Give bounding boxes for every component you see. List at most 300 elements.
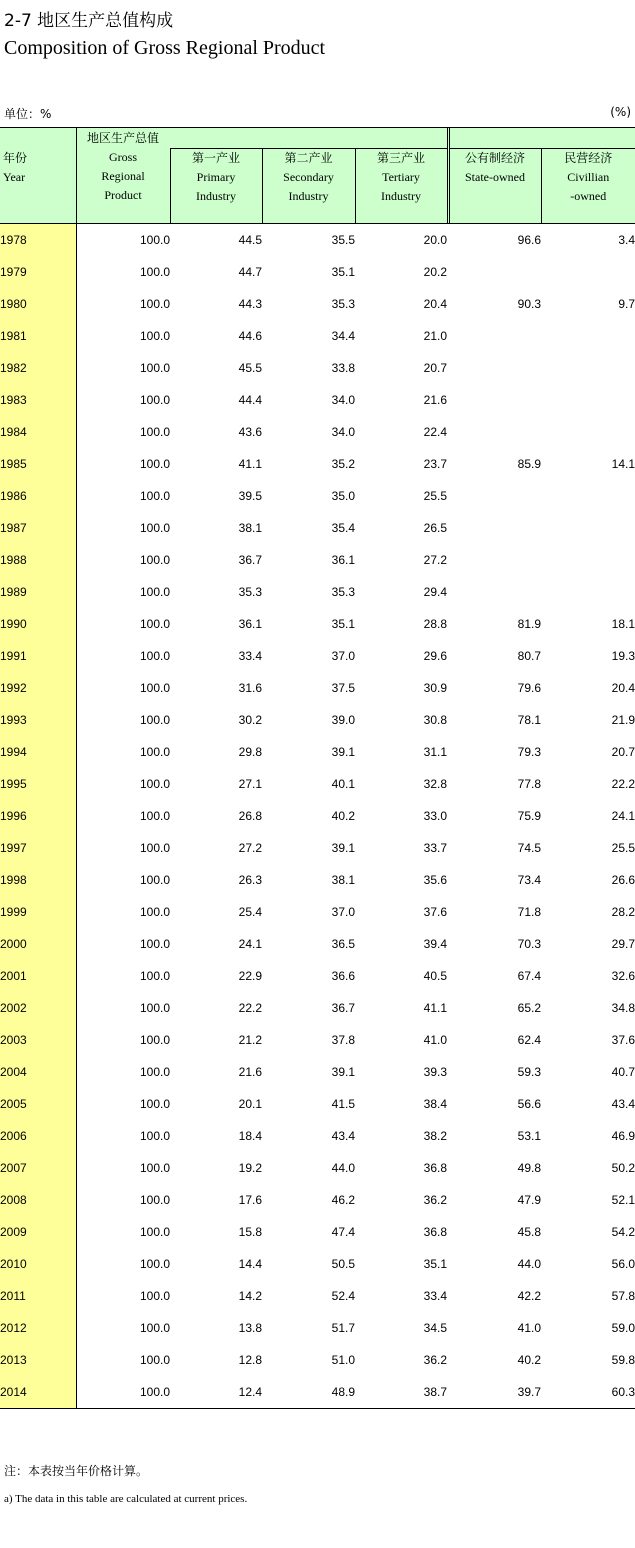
cell-civilian-owned	[541, 512, 635, 544]
table-row	[0, 1056, 635, 1088]
cell-tertiary: 39.3	[423, 1065, 447, 1079]
cell-primary: 22.2	[238, 1001, 262, 1015]
cell-state-owned: 90.3	[517, 297, 541, 311]
cell-tertiary: 29.6	[423, 649, 447, 663]
cell-primary: 38.1	[238, 521, 262, 535]
cell-secondary: 35.3	[331, 297, 355, 311]
cell-year: 1978	[0, 224, 76, 257]
cell-state-owned: 62.4	[517, 1033, 541, 1047]
header-tertiary-cn: 第三产业	[376, 151, 425, 165]
header-top-spacer-right	[449, 128, 635, 149]
cell-year: 2009	[0, 1216, 76, 1248]
cell-tertiary: 39.4	[423, 937, 447, 951]
table-row	[0, 768, 635, 800]
cell-state-owned: 79.3	[517, 745, 541, 759]
cell-grp: 100.0	[139, 777, 170, 791]
header-civilian-owned	[541, 149, 635, 224]
cell-year: 2012	[0, 1312, 76, 1344]
table-row	[0, 1152, 635, 1184]
cell-state-owned	[449, 416, 541, 448]
table-row	[0, 928, 635, 960]
cell-tertiary: 38.2	[423, 1129, 447, 1143]
cell-year: 1984	[0, 416, 76, 448]
cell-year: 2000	[0, 928, 76, 960]
cell-tertiary: 23.7	[423, 457, 447, 471]
cell-state-owned: 85.9	[517, 457, 541, 471]
cell-tertiary: 22.4	[423, 425, 447, 439]
table-row	[0, 1216, 635, 1248]
cell-civilian-owned: 9.7	[618, 297, 635, 311]
cell-state-owned: 78.1	[517, 713, 541, 727]
table-title-cn: 2-7 地区生产总值构成	[4, 11, 174, 31]
cell-grp: 100.0	[139, 713, 170, 727]
cell-primary: 45.5	[238, 361, 262, 375]
cell-civilian-owned: 46.9	[611, 1129, 635, 1143]
cell-year: 1979	[0, 256, 76, 288]
table-row	[0, 576, 635, 608]
cell-state-owned	[449, 384, 541, 416]
cell-primary: 27.2	[238, 841, 262, 855]
cell-secondary: 35.2	[331, 457, 355, 471]
cell-state-owned: 47.9	[517, 1193, 541, 1207]
cell-secondary: 51.0	[331, 1353, 355, 1367]
cell-secondary: 48.9	[262, 1376, 355, 1409]
cell-tertiary: 25.5	[423, 489, 447, 503]
cell-primary: 41.1	[238, 457, 262, 471]
cell-state-owned: 74.5	[517, 841, 541, 855]
cell-grp: 100.0	[139, 297, 170, 311]
cell-grp: 100.0	[139, 457, 170, 471]
cell-secondary: 35.3	[331, 585, 355, 599]
cell-grp: 100.0	[139, 393, 170, 407]
cell-tertiary: 33.0	[423, 809, 447, 823]
table-row	[0, 640, 635, 672]
cell-primary: 13.8	[238, 1321, 262, 1335]
cell-secondary: 46.2	[331, 1193, 355, 1207]
cell-year: 1985	[0, 448, 76, 480]
cell-tertiary: 21.6	[423, 393, 447, 407]
cell-secondary: 37.8	[331, 1033, 355, 1047]
cell-secondary: 34.0	[331, 425, 355, 439]
cell-secondary: 44.0	[331, 1161, 355, 1175]
cell-primary: 27.1	[238, 777, 262, 791]
cell-state-owned: 56.6	[517, 1097, 541, 1111]
cell-grp: 100.0	[139, 489, 170, 503]
cell-grp: 100.0	[139, 1321, 170, 1335]
cell-year: 2006	[0, 1120, 76, 1152]
cell-civilian-owned: 43.4	[611, 1097, 635, 1111]
cell-tertiary: 28.8	[423, 617, 447, 631]
cell-primary: 14.4	[238, 1257, 262, 1271]
cell-grp: 100.0	[139, 329, 170, 343]
cell-tertiary: 29.4	[423, 585, 447, 599]
cell-grp: 100.0	[139, 681, 170, 695]
table-row	[0, 224, 635, 257]
cell-tertiary: 34.5	[423, 1321, 447, 1335]
cell-civilian-owned: 32.6	[611, 969, 635, 983]
cell-year: 1991	[0, 640, 76, 672]
cell-secondary: 33.8	[331, 361, 355, 375]
cell-state-owned: 41.0	[517, 1321, 541, 1335]
cell-state-owned: 67.4	[517, 969, 541, 983]
cell-civilian-owned: 21.9	[611, 713, 635, 727]
cell-state-owned: 75.9	[517, 809, 541, 823]
cell-civilian-owned: 60.3	[541, 1376, 635, 1409]
cell-grp: 100.0	[139, 1033, 170, 1047]
header-grp-en2: Regional	[101, 168, 145, 183]
cell-tertiary: 37.6	[423, 905, 447, 919]
table-row	[0, 960, 635, 992]
cell-grp: 100.0	[139, 1001, 170, 1015]
footnote-cn: 注：本表按当年价格计算。	[4, 1464, 149, 1478]
cell-civilian-owned: 59.8	[611, 1353, 635, 1367]
cell-year: 1988	[0, 544, 76, 576]
cell-civilian-owned: 24.1	[611, 809, 635, 823]
table-row	[0, 608, 635, 640]
table-row	[0, 1344, 635, 1376]
cell-grp: 100.0	[139, 1161, 170, 1175]
cell-state-owned: 71.8	[517, 905, 541, 919]
header-secondary-en1: Secondary	[283, 170, 334, 184]
cell-civilian-owned: 20.4	[611, 681, 635, 695]
table-row	[0, 1376, 635, 1409]
cell-tertiary: 20.0	[355, 224, 447, 257]
cell-secondary: 36.7	[331, 1001, 355, 1015]
table-row	[0, 1248, 635, 1280]
cell-year: 2001	[0, 960, 76, 992]
cell-state-owned: 53.1	[517, 1129, 541, 1143]
cell-year: 2010	[0, 1248, 76, 1280]
cell-primary: 26.3	[238, 873, 262, 887]
cell-tertiary: 27.2	[423, 553, 447, 567]
header-civil-en1: Civillian	[567, 170, 610, 184]
cell-primary: 17.6	[238, 1193, 262, 1207]
cell-grp: 100.0	[76, 224, 170, 257]
header-primary	[170, 149, 262, 224]
cell-tertiary: 36.8	[423, 1161, 447, 1175]
cell-tertiary: 31.1	[423, 745, 447, 759]
cell-civilian-owned	[541, 480, 635, 512]
cell-year: 2003	[0, 1024, 76, 1056]
cell-primary: 24.1	[238, 937, 262, 951]
cell-tertiary: 36.8	[423, 1225, 447, 1239]
cell-secondary: 39.1	[331, 841, 355, 855]
table-row	[0, 256, 635, 288]
cell-grp: 100.0	[139, 969, 170, 983]
cell-state-owned: 80.7	[517, 649, 541, 663]
cell-state-owned: 39.7	[449, 1376, 541, 1409]
header-state-cn: 公有制经济	[464, 151, 525, 165]
cell-tertiary: 35.6	[423, 873, 447, 887]
cell-state-owned: 65.2	[517, 1001, 541, 1015]
cell-secondary: 37.5	[331, 681, 355, 695]
header-year	[0, 128, 76, 224]
cell-primary: 36.1	[238, 617, 262, 631]
table-row	[0, 704, 635, 736]
cell-year: 1989	[0, 576, 76, 608]
header-tertiary-en1: Tertiary	[382, 170, 420, 184]
cell-state-owned: 49.8	[517, 1161, 541, 1175]
unit-label-en: (%)	[610, 105, 631, 119]
cell-grp: 100.0	[139, 841, 170, 855]
header-grp-cn: 地区生产总值	[86, 130, 159, 145]
cell-primary: 22.9	[238, 969, 262, 983]
cell-secondary: 38.1	[331, 873, 355, 887]
cell-civilian-owned: 40.7	[611, 1065, 635, 1079]
cell-primary: 36.7	[238, 553, 262, 567]
cell-secondary: 35.1	[331, 617, 355, 631]
cell-grp: 100.0	[139, 1353, 170, 1367]
cell-year: 2004	[0, 1056, 76, 1088]
header-state-owned	[449, 149, 541, 224]
cell-grp: 100.0	[139, 905, 170, 919]
cell-secondary: 37.0	[331, 905, 355, 919]
table-row	[0, 512, 635, 544]
cell-civilian-owned: 54.2	[611, 1225, 635, 1239]
cell-secondary: 40.1	[331, 777, 355, 791]
cell-secondary: 39.0	[331, 713, 355, 727]
table-body	[0, 224, 635, 1409]
cell-tertiary: 33.7	[423, 841, 447, 855]
cell-year: 1996	[0, 800, 76, 832]
cell-secondary: 36.5	[331, 937, 355, 951]
cell-civilian-owned: 59.0	[611, 1321, 635, 1335]
cell-year: 1983	[0, 384, 76, 416]
header-state-en: State-owned	[465, 170, 525, 184]
header-grp-en1: Gross	[108, 149, 137, 164]
cell-primary: 44.5	[170, 224, 262, 257]
cell-state-owned: 40.2	[517, 1353, 541, 1367]
cell-civilian-owned	[541, 352, 635, 384]
table-row	[0, 288, 635, 320]
cell-primary: 14.2	[238, 1289, 262, 1303]
cell-state-owned: 81.9	[517, 617, 541, 631]
cell-year: 2008	[0, 1184, 76, 1216]
cell-tertiary: 36.2	[423, 1353, 447, 1367]
table-row	[0, 544, 635, 576]
cell-year: 1986	[0, 480, 76, 512]
cell-primary: 15.8	[238, 1225, 262, 1239]
unit-label-cn: 单位：%	[4, 107, 52, 121]
cell-tertiary: 36.2	[423, 1193, 447, 1207]
cell-primary: 19.2	[238, 1161, 262, 1175]
table-row	[0, 672, 635, 704]
cell-year: 1995	[0, 768, 76, 800]
cell-grp: 100.0	[139, 745, 170, 759]
cell-year: 1992	[0, 672, 76, 704]
cell-primary: 12.4	[170, 1376, 262, 1409]
cell-tertiary: 38.7	[355, 1376, 447, 1409]
cell-grp: 100.0	[139, 521, 170, 535]
cell-state-owned	[449, 576, 541, 608]
cell-state-owned: 77.8	[517, 777, 541, 791]
cell-secondary: 36.6	[331, 969, 355, 983]
cell-primary: 44.3	[238, 297, 262, 311]
cell-year: 2002	[0, 992, 76, 1024]
cell-year: 1994	[0, 736, 76, 768]
table-row	[0, 1120, 635, 1152]
cell-state-owned: 70.3	[517, 937, 541, 951]
cell-year: 1997	[0, 832, 76, 864]
cell-secondary: 52.4	[331, 1289, 355, 1303]
header-civil-en2: -owned	[570, 189, 607, 203]
cell-tertiary: 41.1	[423, 1001, 447, 1015]
cell-year: 1993	[0, 704, 76, 736]
cell-state-owned	[449, 352, 541, 384]
cell-year: 1987	[0, 512, 76, 544]
cell-grp: 100.0	[139, 361, 170, 375]
cell-grp: 100.0	[139, 1065, 170, 1079]
table-row	[0, 384, 635, 416]
table-row	[0, 864, 635, 896]
cell-year: 2007	[0, 1152, 76, 1184]
table-row	[0, 800, 635, 832]
table-row	[0, 832, 635, 864]
cell-grp: 100.0	[139, 1129, 170, 1143]
cell-secondary: 41.5	[331, 1097, 355, 1111]
table-title-en: Composition of Gross Regional Product	[4, 37, 326, 59]
header-tertiary-en2: Industry	[381, 189, 421, 203]
cell-civilian-owned: 52.1	[611, 1193, 635, 1207]
cell-secondary: 40.2	[331, 809, 355, 823]
table-row	[0, 992, 635, 1024]
cell-tertiary: 20.2	[423, 265, 447, 279]
cell-primary: 20.1	[238, 1097, 262, 1111]
cell-grp: 100.0	[139, 809, 170, 823]
cell-grp: 100.0	[139, 553, 170, 567]
cell-primary: 21.2	[238, 1033, 262, 1047]
cell-civilian-owned: 34.8	[611, 1001, 635, 1015]
cell-grp: 100.0	[139, 425, 170, 439]
table-row	[0, 480, 635, 512]
cell-tertiary: 20.7	[423, 361, 447, 375]
cell-primary: 44.4	[238, 393, 262, 407]
cell-tertiary: 35.1	[423, 1257, 447, 1271]
cell-grp: 100.0	[139, 585, 170, 599]
cell-grp: 100.0	[139, 265, 170, 279]
header-primary-cn: 第一产业	[191, 151, 240, 165]
cell-secondary: 51.7	[331, 1321, 355, 1335]
cell-grp: 100.0	[139, 873, 170, 887]
cell-state-owned	[449, 512, 541, 544]
cell-state-owned: 73.4	[517, 873, 541, 887]
cell-civilian-owned: 37.6	[611, 1033, 635, 1047]
cell-year: 2013	[0, 1344, 76, 1376]
cell-tertiary: 40.5	[423, 969, 447, 983]
cell-civilian-owned	[541, 416, 635, 448]
cell-year: 2014	[0, 1376, 76, 1409]
cell-primary: 35.3	[238, 585, 262, 599]
cell-civilian-owned: 56.0	[611, 1257, 635, 1271]
cell-state-owned: 45.8	[517, 1225, 541, 1239]
cell-year: 1981	[0, 320, 76, 352]
cell-state-owned	[449, 320, 541, 352]
header-secondary-cn: 第二产业	[284, 151, 333, 165]
header-primary-en2: Industry	[196, 189, 236, 203]
cell-civilian-owned: 26.6	[611, 873, 635, 887]
cell-primary: 39.5	[238, 489, 262, 503]
cell-state-owned: 79.6	[517, 681, 541, 695]
header-grp-en3: Product	[104, 187, 142, 202]
cell-civilian-owned: 28.2	[611, 905, 635, 919]
cell-state-owned: 59.3	[517, 1065, 541, 1079]
header-year-en: Year	[3, 170, 26, 184]
cell-primary: 25.4	[238, 905, 262, 919]
cell-grp: 100.0	[139, 1097, 170, 1111]
cell-year: 2005	[0, 1088, 76, 1120]
cell-primary: 30.2	[238, 713, 262, 727]
cell-tertiary: 21.0	[423, 329, 447, 343]
cell-secondary: 34.4	[331, 329, 355, 343]
cell-primary: 21.6	[238, 1065, 262, 1079]
cell-secondary: 39.1	[331, 745, 355, 759]
cell-tertiary: 20.4	[423, 297, 447, 311]
header-secondary	[262, 149, 355, 224]
cell-civilian-owned: 20.7	[611, 745, 635, 759]
cell-civilian-owned: 29.7	[611, 937, 635, 951]
cell-secondary: 47.4	[331, 1225, 355, 1239]
cell-tertiary: 26.5	[423, 521, 447, 535]
header-tertiary	[355, 149, 447, 224]
cell-civilian-owned: 18.1	[611, 617, 635, 631]
cell-grp: 100.0	[76, 1376, 170, 1409]
header-civil-cn: 民营经济	[564, 151, 613, 165]
cell-tertiary: 33.4	[423, 1289, 447, 1303]
cell-secondary: 39.1	[331, 1065, 355, 1079]
cell-tertiary: 30.8	[423, 713, 447, 727]
table-row	[0, 1184, 635, 1216]
cell-secondary: 35.1	[331, 265, 355, 279]
table-row	[0, 736, 635, 768]
header-grp	[76, 130, 170, 224]
cell-tertiary: 32.8	[423, 777, 447, 791]
cell-primary: 31.6	[238, 681, 262, 695]
cell-grp: 100.0	[139, 1257, 170, 1271]
cell-civilian-owned	[541, 256, 635, 288]
cell-year: 1980	[0, 288, 76, 320]
cell-secondary: 34.0	[331, 393, 355, 407]
cell-civilian-owned: 50.2	[611, 1161, 635, 1175]
header-year-cn: 年份	[3, 151, 28, 165]
cell-tertiary: 38.4	[423, 1097, 447, 1111]
cell-secondary: 50.5	[331, 1257, 355, 1271]
table-row	[0, 1312, 635, 1344]
cell-secondary: 35.4	[331, 521, 355, 535]
cell-primary: 26.8	[238, 809, 262, 823]
table-row	[0, 1280, 635, 1312]
table-row	[0, 416, 635, 448]
cell-grp: 100.0	[139, 1289, 170, 1303]
cell-year: 1982	[0, 352, 76, 384]
header-secondary-en2: Industry	[288, 189, 329, 203]
table-row	[0, 1024, 635, 1056]
table-row	[0, 320, 635, 352]
cell-civilian-owned	[541, 576, 635, 608]
cell-grp: 100.0	[139, 649, 170, 663]
cell-secondary: 37.0	[331, 649, 355, 663]
cell-tertiary: 41.0	[423, 1033, 447, 1047]
cell-tertiary: 30.9	[423, 681, 447, 695]
cell-primary: 33.4	[238, 649, 262, 663]
header-primary-en1: Primary	[196, 170, 236, 184]
cell-primary: 44.7	[238, 265, 262, 279]
cell-state-owned	[449, 256, 541, 288]
cell-year: 1990	[0, 608, 76, 640]
cell-primary: 12.8	[238, 1353, 262, 1367]
cell-state-owned: 44.0	[517, 1257, 541, 1271]
cell-civilian-owned: 14.1	[611, 457, 635, 471]
cell-civilian-owned	[541, 544, 635, 576]
